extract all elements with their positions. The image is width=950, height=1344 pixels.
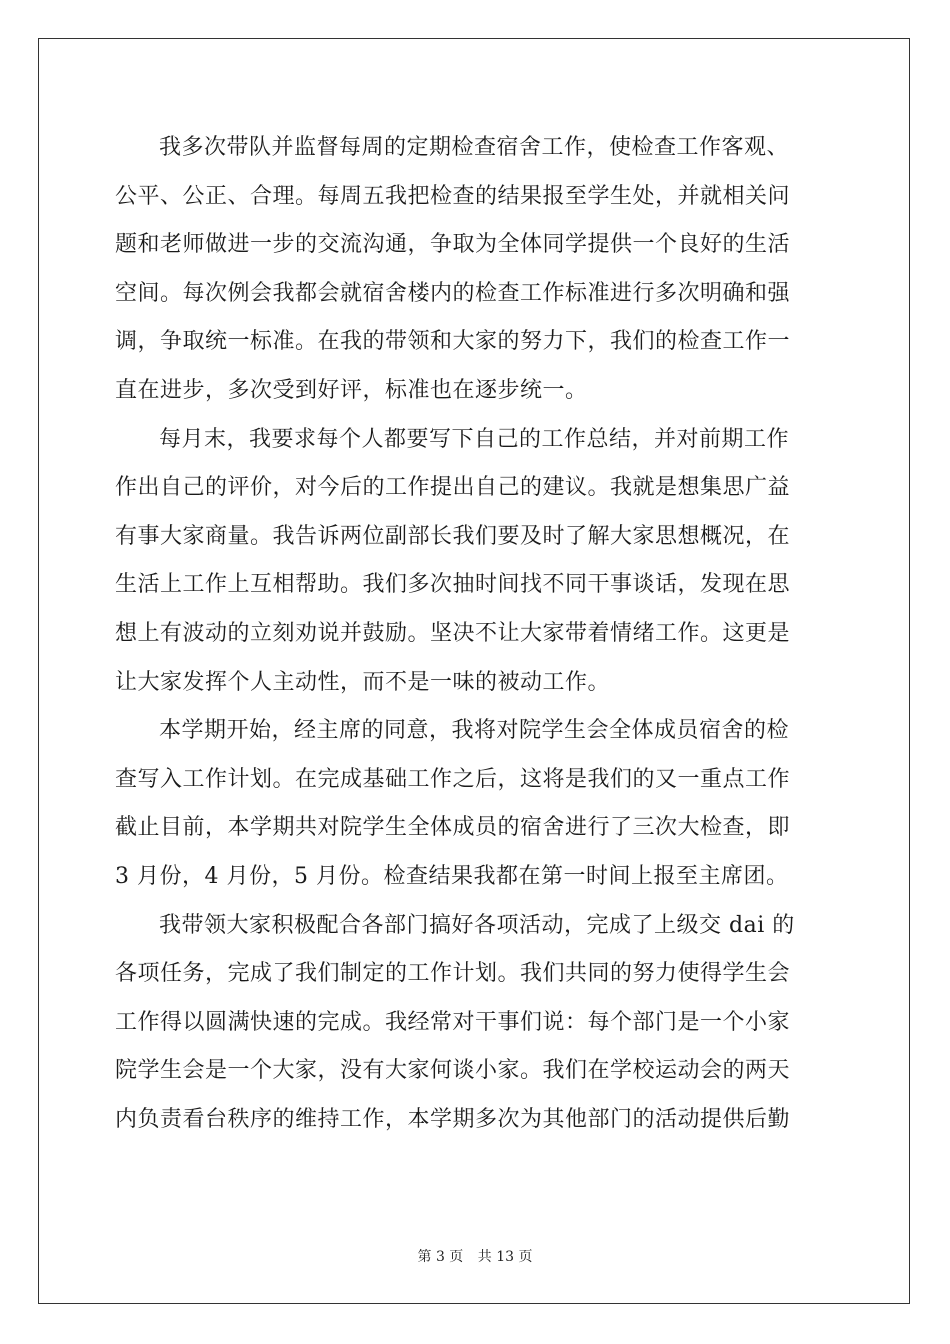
paragraph-1	[115, 124, 835, 416]
text-line: 公平、公正、合理。每周五我把检查的结果报至学生处，并就相关问	[115, 183, 791, 209]
page-footer	[0, 1246, 950, 1266]
text-line: 工作得以圆满快速的完成。我经常对干事们说：每个部门是一个小家	[115, 1009, 791, 1035]
text-line: 题和老师做进一步的交流沟通，争取为全体同学提供一个良好的生活	[115, 232, 791, 258]
paragraph-4	[115, 902, 835, 1145]
text-line: 查写入工作计划。在完成基础工作之后，这将是我们的又一重点工作	[115, 766, 791, 792]
page-number-current: 第 3 页	[417, 1249, 464, 1265]
text-line: 我多次带队并监督每周的定期检查宿舍工作，使检查工作客观、	[159, 135, 790, 160]
text-line: 3 月份，4 月份，5 月份。检查结果我都在第一时间上报至主席团。	[115, 863, 789, 889]
text-line: 我带领大家积极配合各部门搞好各项活动，完成了上级交 dai 的	[159, 912, 795, 938]
text-line: 截止目前，本学期共对院学生全体成员的宿舍进行了三次大检查，即	[115, 815, 791, 841]
text-line: 想上有波动的立刻劝说并鼓励。坚决不让大家带着情绪工作。这更是	[115, 620, 791, 646]
text-line: 空间。每次例会我都会就宿舍楼内的检查工作标准进行多次明确和强	[115, 280, 791, 306]
text-line: 让大家发挥个人主动性，而不是一味的被动工作。	[115, 669, 611, 695]
text-line: 各项任务，完成了我们制定的工作计划。我们共同的努力使得学生会	[115, 961, 791, 987]
text-line: 有事大家商量。我告诉两位副部长我们要及时了解大家思想概况，在	[115, 523, 791, 549]
page-number-total: 共 13 页	[477, 1249, 533, 1265]
text-line: 本学期开始，经主席的同意，我将对院学生会全体成员宿舍的检	[159, 718, 790, 744]
text-line: 生活上工作上互相帮助。我们多次抽时间找不同干事谈话，发现在思	[115, 572, 791, 598]
text-line: 作出自己的评价，对今后的工作提出自己的建议。我就是想集思广益	[115, 475, 791, 501]
document-body	[115, 124, 835, 1144]
text-line: 内负责看台秩序的维持工作，本学期多次为其他部门的活动提供后勤	[115, 1106, 791, 1132]
text-line: 院学生会是一个大家，没有大家何谈小家。我们在学校运动会的两天	[115, 1058, 791, 1084]
text-line: 调，争取统一标准。在我的带领和大家的努力下，我们的检查工作一	[115, 329, 791, 355]
text-line: 每月末，我要求每个人都要写下自己的工作总结，并对前期工作	[159, 426, 790, 452]
paragraph-3	[115, 707, 835, 901]
text-line: 直在进步，多次受到好评，标准也在逐步统一。	[115, 377, 588, 403]
paragraph-2	[115, 416, 835, 708]
